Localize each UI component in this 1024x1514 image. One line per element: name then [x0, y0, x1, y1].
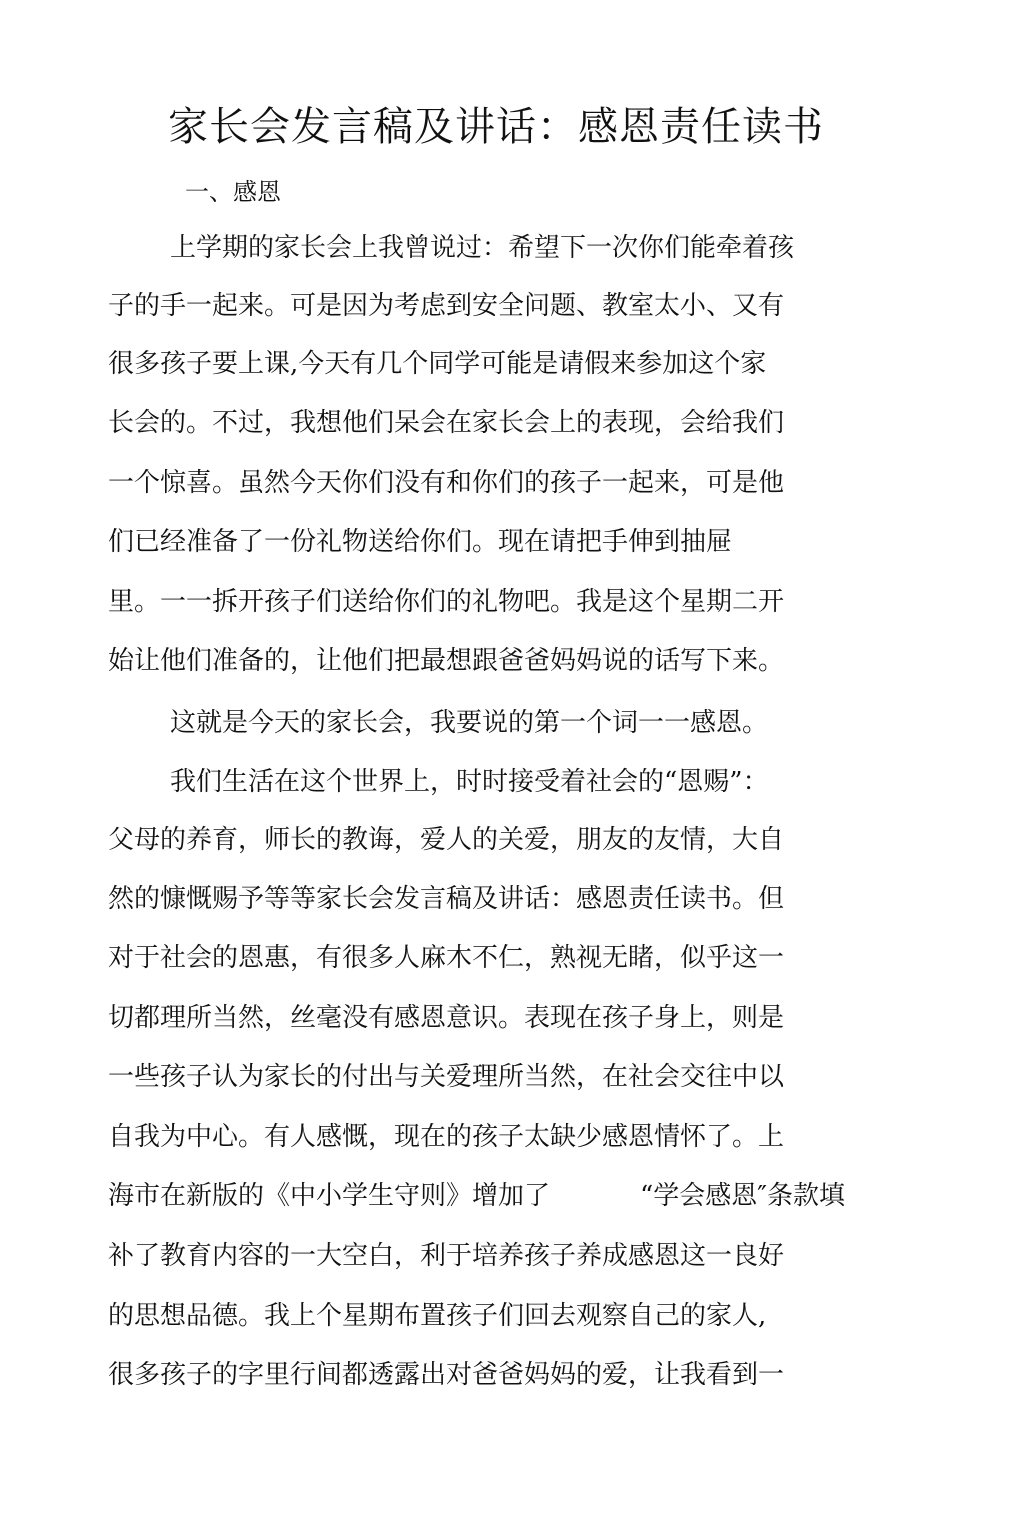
section-heading: 一、感恩	[185, 178, 281, 206]
paragraph-line: 自我为中心。有人感慨，现在的孩子太缺少感恩情怀了。上	[108, 1122, 785, 1152]
paragraph-line: 子的手一起来。可是因为考虑到安全问题、教室太小、又有	[108, 291, 785, 321]
paragraph-line: 一些孩子认为家长的付出与关爱理所当然，在社会交往中以	[108, 1062, 785, 1092]
paragraph-line: 一个惊喜。虽然今天你们没有和你们的孩子一起来，可是他	[108, 468, 785, 498]
paragraph-line: 始让他们准备的，让他们把最想跟爸爸妈妈说的话写下来。	[108, 646, 785, 676]
paragraph-line: 我们生活在这个世界上，时时接受着社会的“恩赐”：	[170, 767, 769, 797]
document-title: 家长会发言稿及讲话：感恩责任读书	[168, 104, 824, 150]
paragraph-line: 上学期的家长会上我曾说过：希望下一次你们能牵着孩	[170, 233, 795, 263]
paragraph-line: 里。一一拆开孩子们送给你们的礼物吧。我是这个星期二开	[108, 587, 785, 617]
paragraph-line-split	[108, 1176, 845, 1216]
paragraph-line: 很多孩子的字里行间都透露出对爸爸妈妈的爱，让我看到一	[108, 1360, 785, 1390]
paragraph-line: 对于社会的恩惠，有很多人麻木不仁，熟视无睹，似乎这一	[108, 943, 785, 973]
paragraph-line: 父母的养育，师长的教诲，爱人的关爱，朋友的友情，大自	[108, 825, 785, 855]
paragraph-line: 们已经准备了一份礼物送给你们。现在请把手伸到抽屉	[108, 527, 733, 557]
paragraph-line-right: “学会感恩″条款填	[640, 1181, 846, 1211]
paragraph-line: 这就是今天的家长会，我要说的第一个词一一感恩。	[170, 708, 769, 738]
paragraph-line: 的思想品德。我上个星期布置孩子们回去观察自己的家人,	[108, 1301, 767, 1331]
paragraph-line: 然的慷慨赐予等等家长会发言稿及讲话：感恩责任读书。但	[108, 884, 785, 914]
paragraph-line: 补了教育内容的一大空白，利于培养孩子养成感恩这一良好	[108, 1241, 785, 1271]
paragraph-line-left: 海市在新版的《中小学生守则》增加了	[108, 1181, 551, 1211]
paragraph-line: 长会的。不过，我想他们呆会在家长会上的表现，会给我们	[108, 408, 785, 438]
paragraph-line: 很多孩子要上课,今天有几个同学可能是请假来参加这个家	[108, 349, 767, 379]
paragraph-line: 切都理所当然，丝毫没有感恩意识。表现在孩子身上，则是	[108, 1003, 785, 1033]
